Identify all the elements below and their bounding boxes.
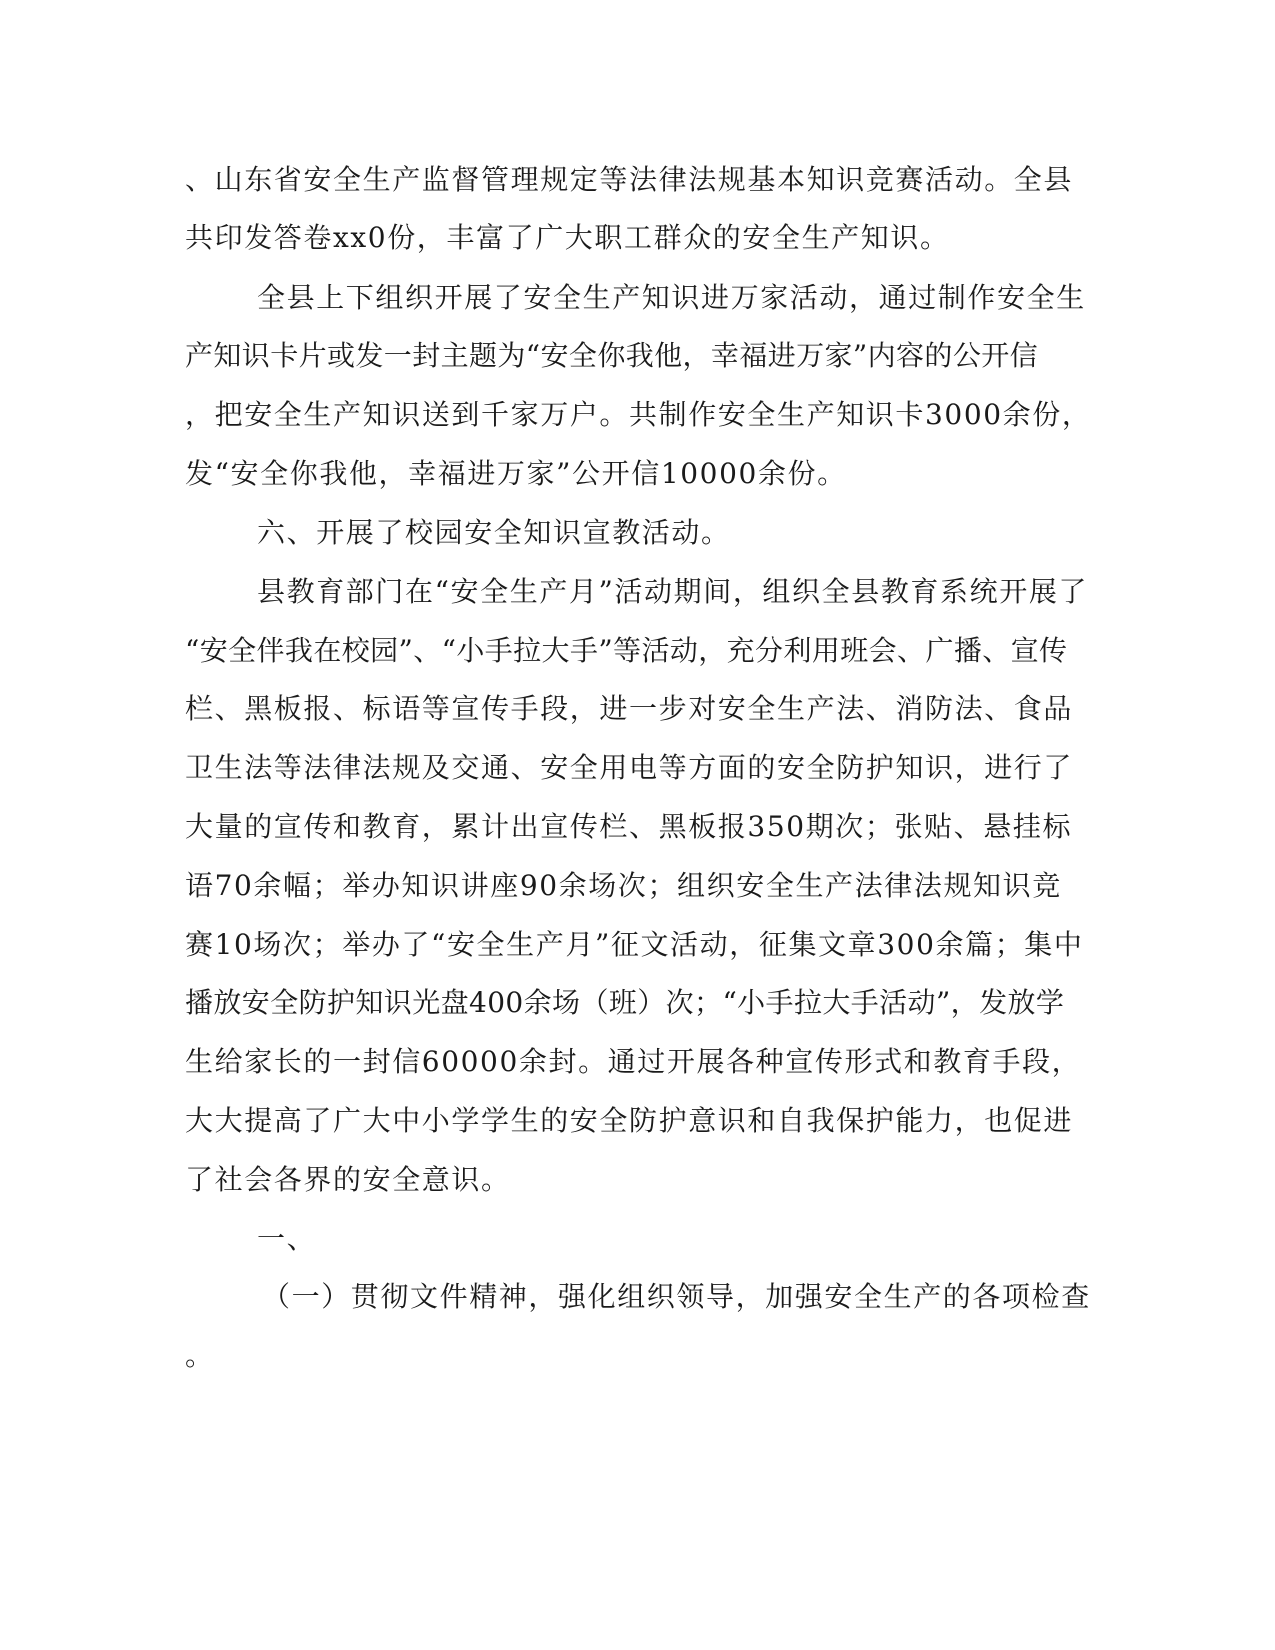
body-text-line: 大量的宣传和教育，累计出宣传栏、黑板报350期次；张贴、悬挂标	[185, 810, 1073, 843]
body-text-line: 全县上下组织开展了安全生产知识进万家活动，通过制作安全生	[257, 281, 1086, 314]
body-text-line: 。	[185, 1339, 215, 1372]
body-text-line: 播放安全防护知识光盘400余场（班）次；“小手拉大手活动”，发放学	[185, 986, 1065, 1019]
body-text-line: 卫生法等法律法规及交通、安全用电等方面的安全防护知识，进行了	[185, 751, 1074, 784]
section-heading: 六、开展了校园安全知识宣教活动。	[257, 516, 731, 549]
body-text-line: 、山东省安全生产监督管理规定等法律法规基本知识竞赛活动。全县	[185, 163, 1074, 196]
body-text-line: 生给家长的一封信60000余封。通过开展各种宣传形式和教育手段，	[185, 1045, 1082, 1078]
body-text-line: 了社会各界的安全意识。	[185, 1163, 511, 1196]
body-text-line: 县教育部门在“安全生产月”活动期间，组织全县教育系统开展了	[257, 575, 1089, 608]
body-text-line: ，把安全生产知识送到千家万户。共制作安全生产知识卡3000余份，	[185, 398, 1092, 431]
body-text-line: 大大提高了广大中小学学生的安全防护意识和自我保护能力，也促进	[185, 1104, 1074, 1137]
body-text-line: 共印发答卷xx0份，丰富了广大职工群众的安全生产知识。	[185, 221, 950, 254]
body-text-line: “安全伴我在校园”、“小手拉大手”等活动，充分利用班会、广播、宣传	[185, 634, 1068, 667]
body-text-line: 发“安全你我他，幸福进万家”公开信10000余份。	[185, 457, 847, 490]
section-heading: 一、	[257, 1222, 317, 1255]
body-text-line: 语70余幅；举办知识讲座90余场次；组织安全生产法律法规知识竞	[185, 869, 1062, 902]
body-text-line: 产知识卡片或发一封主题为“安全你我他，幸福进万家”内容的公开信	[185, 339, 1039, 372]
subsection-heading: （一）贯彻文件精神，强化组织领导，加强安全生产的各项检查	[262, 1280, 1091, 1313]
body-text-line: 赛10场次；举办了“安全生产月”征文活动，征集文章300余篇；集中	[185, 928, 1084, 961]
body-text-line: 栏、黑板报、标语等宣传手段，进一步对安全生产法、消防法、食品	[185, 692, 1074, 725]
